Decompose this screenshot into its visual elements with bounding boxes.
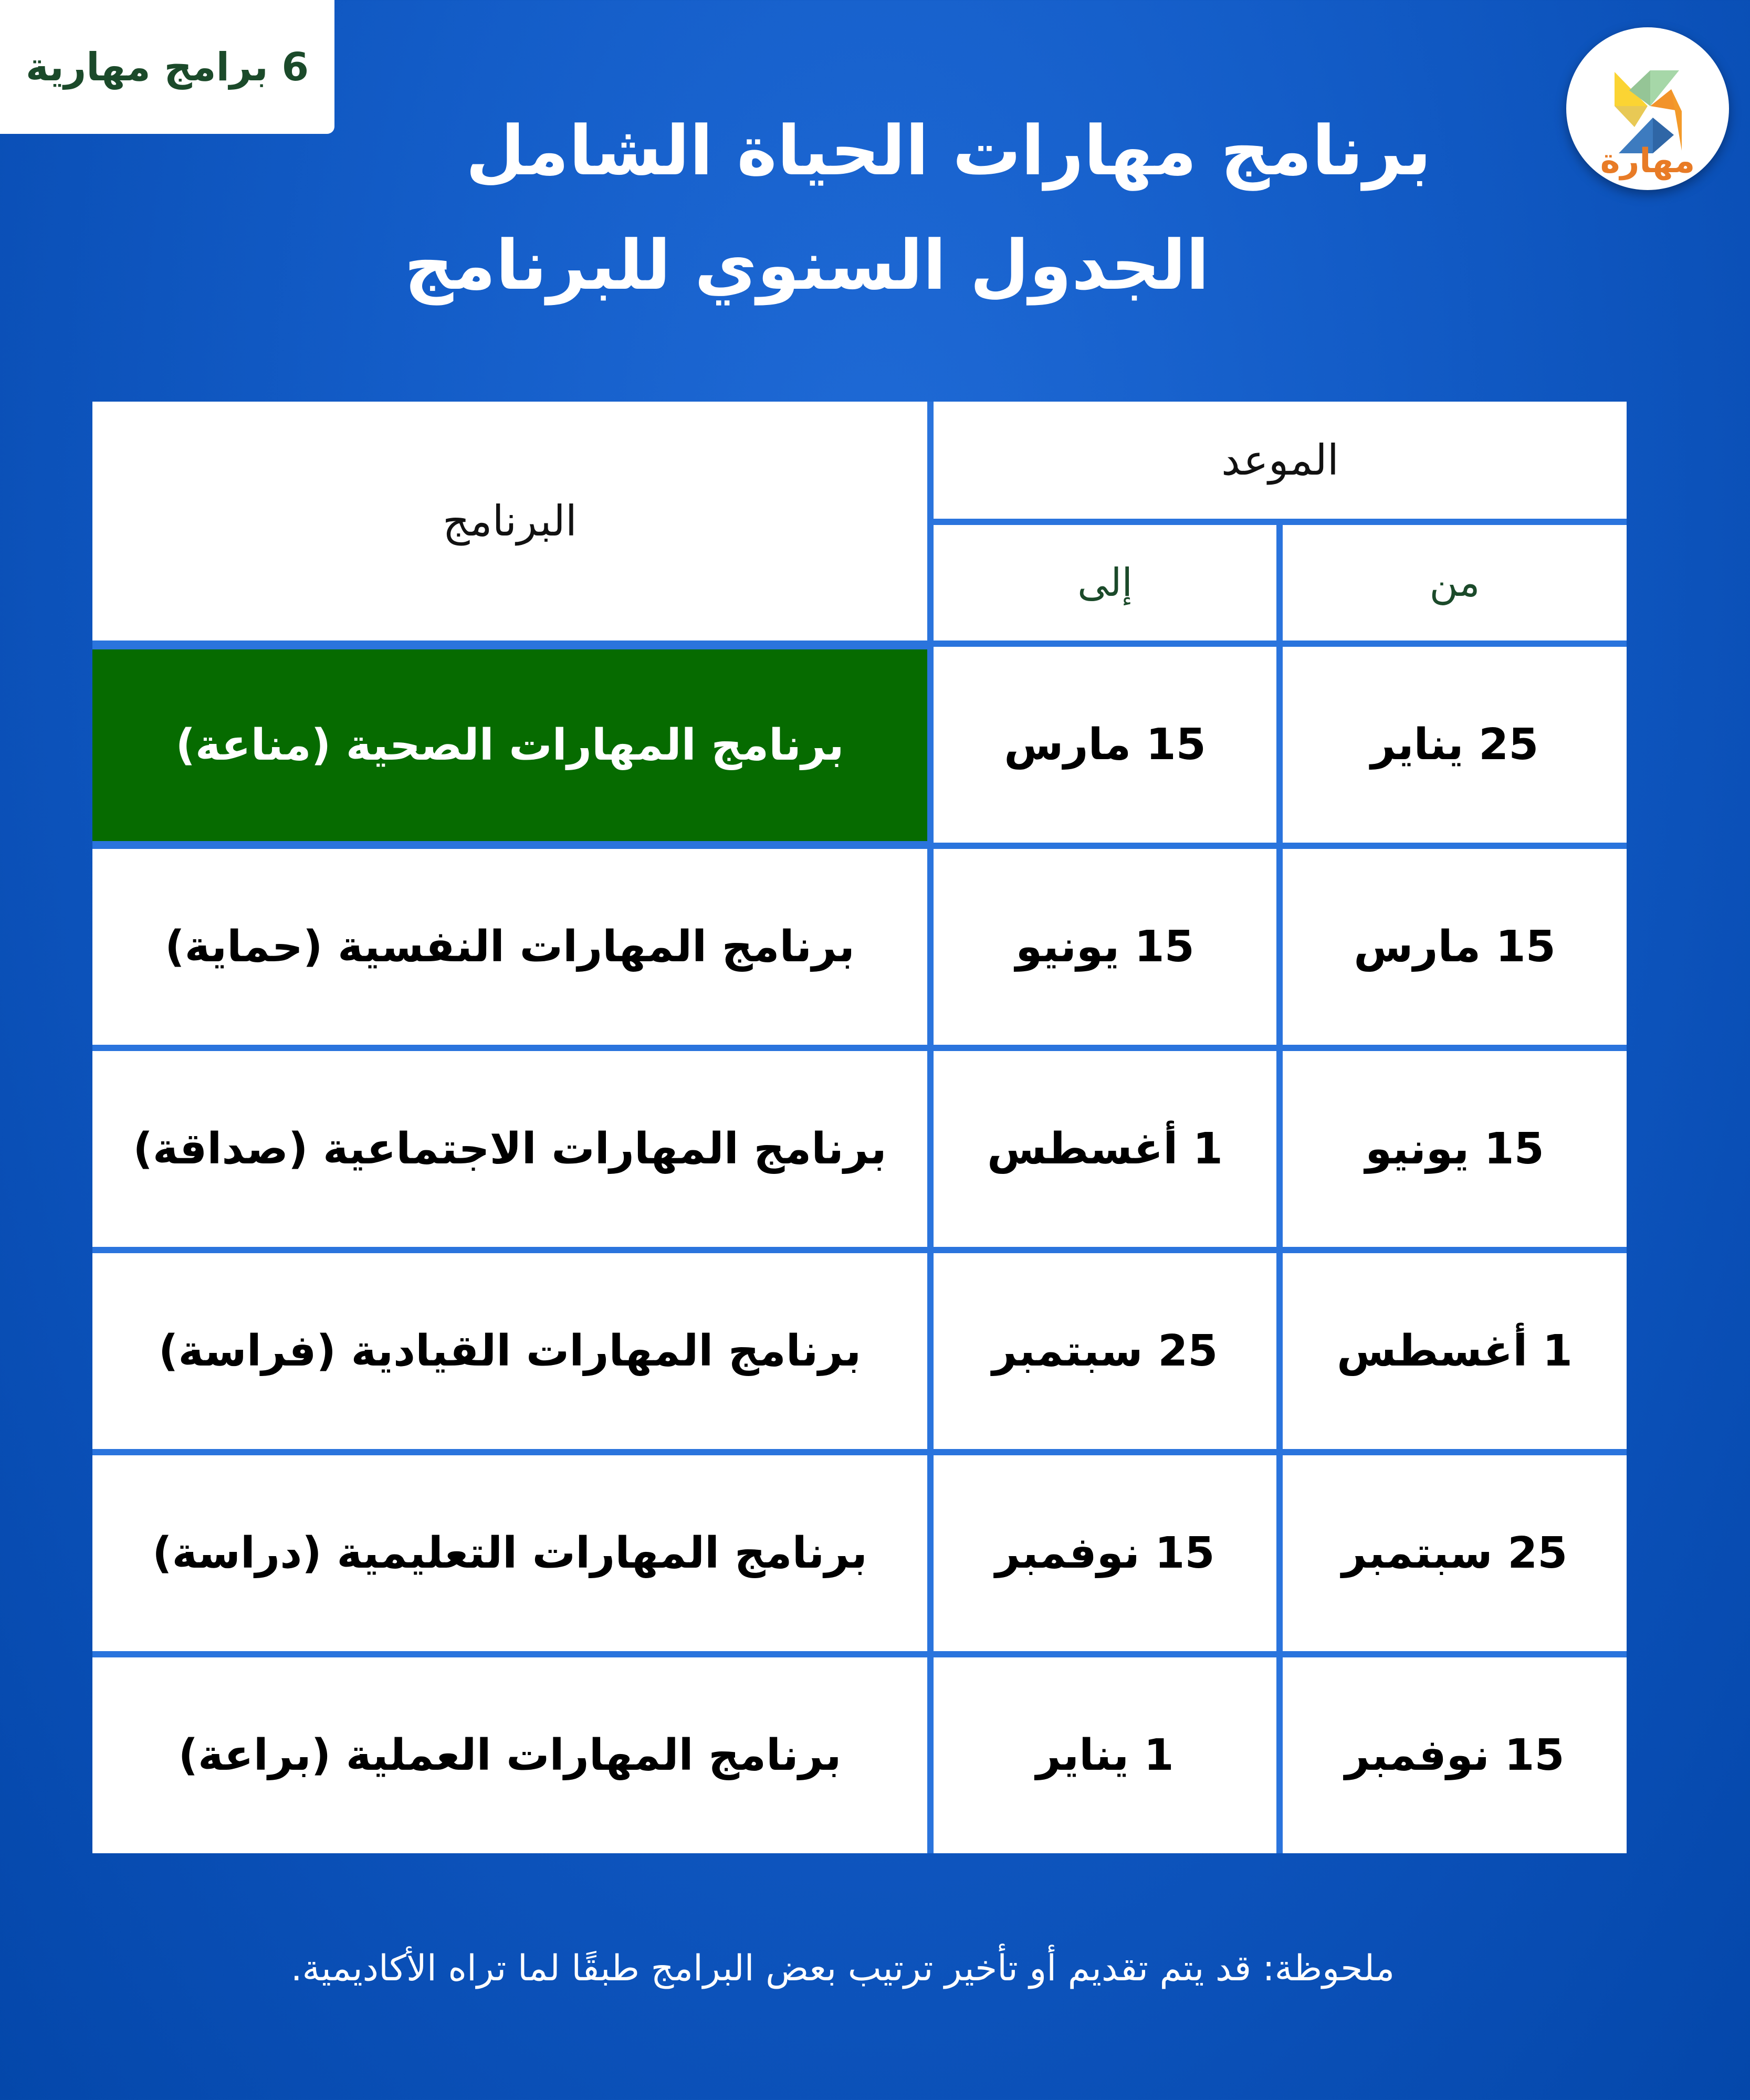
row-1-to: 15 مارس	[934, 647, 1276, 843]
page-subtitle: الجدول السنوي للبرنامج	[404, 225, 1210, 305]
schedule-table	[92, 402, 1627, 1853]
row-5-program: برنامج المهارات التعليمية (دراسة)	[92, 1455, 927, 1651]
page-title: برنامج مهارات الحياة الشامل	[465, 111, 1432, 191]
row-3-to: 1 أغسطس	[934, 1051, 1276, 1247]
row-6-from: 15 نوفمبر	[1283, 1657, 1627, 1853]
footnote: ملحوظة: قد يتم تقديم أو تأخير ترتيب بعض البرامج طبقًا لما تراه الأكاديمية.	[290, 1948, 1395, 1989]
row-5-to: 15 نوفمبر	[934, 1455, 1276, 1651]
row-3-program: برنامج المهارات الاجتماعية (صداقة)	[92, 1051, 927, 1247]
programs-count-badge	[0, 0, 334, 134]
row-4-from: 1 أغسطس	[1283, 1253, 1627, 1449]
row-2-to: 15 يونيو	[934, 849, 1276, 1045]
row-5-from: 25 سبتمبر	[1283, 1455, 1627, 1651]
badge-label: 6 برامج مهارية	[25, 44, 309, 90]
row-4-to: 25 سبتمبر	[934, 1253, 1276, 1449]
row-3-from: 15 يونيو	[1283, 1051, 1627, 1247]
row-1-from: 25 يناير	[1283, 647, 1627, 843]
row-1-program: برنامج المهارات الصحية (مناعة)	[92, 649, 927, 841]
row-4-program: برنامج المهارات القيادية (فراسة)	[92, 1253, 927, 1449]
header-to: إلى	[934, 525, 1276, 640]
header-from: من	[1283, 525, 1627, 640]
header-schedule: الموعد	[934, 402, 1627, 519]
row-2-program: برنامج المهارات النفسية (حماية)	[92, 849, 927, 1045]
logo-text: مهارة	[1600, 142, 1695, 181]
header-program: البرنامج	[92, 402, 927, 640]
row-2-from: 15 مارس	[1283, 849, 1627, 1045]
row-6-program: برنامج المهارات العملية (براعة)	[92, 1657, 927, 1853]
row-6-to: 1 يناير	[934, 1657, 1276, 1853]
